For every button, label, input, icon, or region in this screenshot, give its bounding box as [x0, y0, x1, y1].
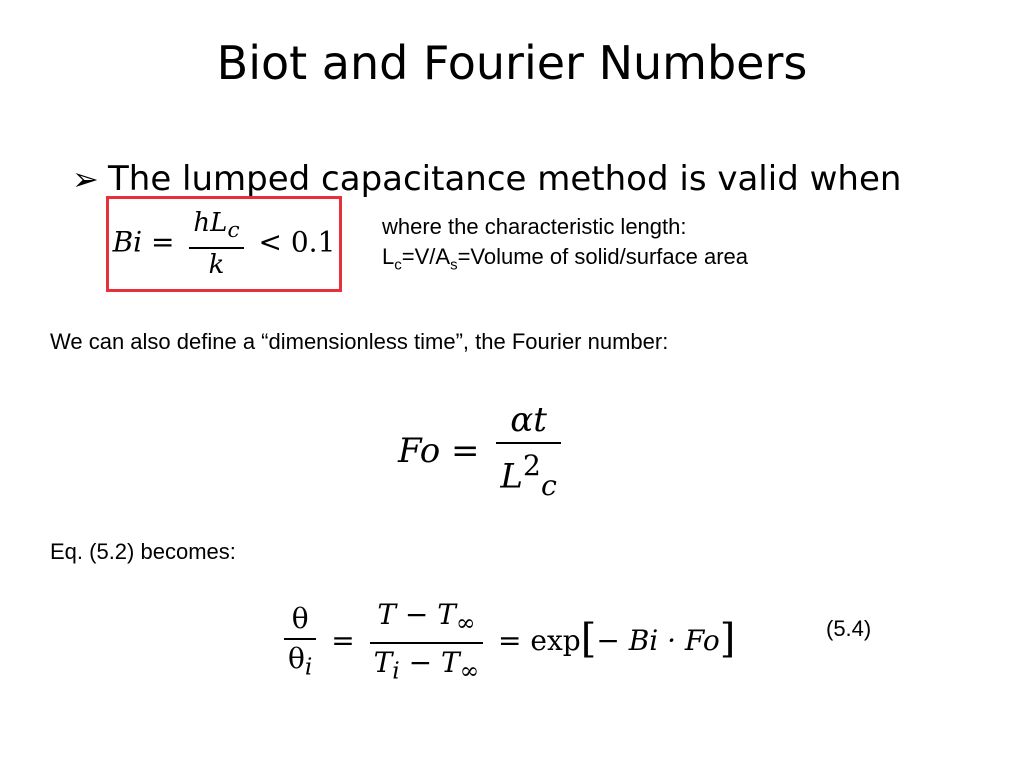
temperature-fraction	[370, 596, 484, 689]
theta-fraction	[284, 600, 316, 686]
biot-numerator: $hL_c$	[189, 207, 243, 249]
theta-denominator: $\theta_i$	[288, 641, 313, 681]
biot-relation: <	[258, 225, 282, 259]
biot-fraction	[189, 207, 243, 281]
open-bracket: [	[580, 616, 597, 663]
temperature-numerator: $T - T_\infty$	[370, 596, 484, 644]
biot-lhs: Bi	[112, 225, 143, 259]
biot-limit: 0.1	[290, 225, 336, 259]
equation-intro-text: Eq. (5.2) becomes:	[50, 539, 236, 564]
fourier-fraction	[496, 398, 560, 508]
fourier-denominator: $L^2_c$	[500, 449, 557, 503]
fourier-equation	[398, 398, 567, 508]
fourier-intro-text: We can also define a “dimensionless time”, the Fourier number:	[50, 329, 669, 354]
main-equals-2: =	[498, 624, 522, 658]
characteristic-length-note	[382, 212, 748, 280]
fourier-numerator: αt	[496, 398, 560, 444]
slide-title: Biot and Fourier Numbers	[216, 36, 808, 90]
fourier-lhs: Fo	[398, 431, 441, 472]
exp-function: exp	[530, 624, 581, 658]
biot-denominator: k	[208, 250, 225, 281]
biot-equation-box	[106, 196, 342, 292]
exp-argument: − Bi · Fo	[596, 624, 720, 658]
equation-number: (5.4)	[826, 616, 872, 641]
note-line-1: where the characteristic length:	[382, 214, 687, 239]
bullet-text: The lumped capacitance method is valid when	[108, 159, 902, 199]
close-bracket: ]	[719, 616, 736, 663]
biot-equals: =	[151, 225, 175, 259]
theta-numerator: θ	[284, 600, 316, 640]
arrow-bullet-icon: ➢	[72, 160, 99, 198]
main-equals-1: =	[331, 624, 355, 658]
biot-equation	[113, 207, 336, 281]
temperature-ratio-equation	[278, 596, 735, 689]
fourier-equals: =	[451, 431, 480, 472]
temperature-denominator: $T_i - T_\infty$	[373, 645, 480, 685]
note-line-2: $L_c=V/A_s=Volume$ of solid/surface area	[382, 244, 749, 274]
